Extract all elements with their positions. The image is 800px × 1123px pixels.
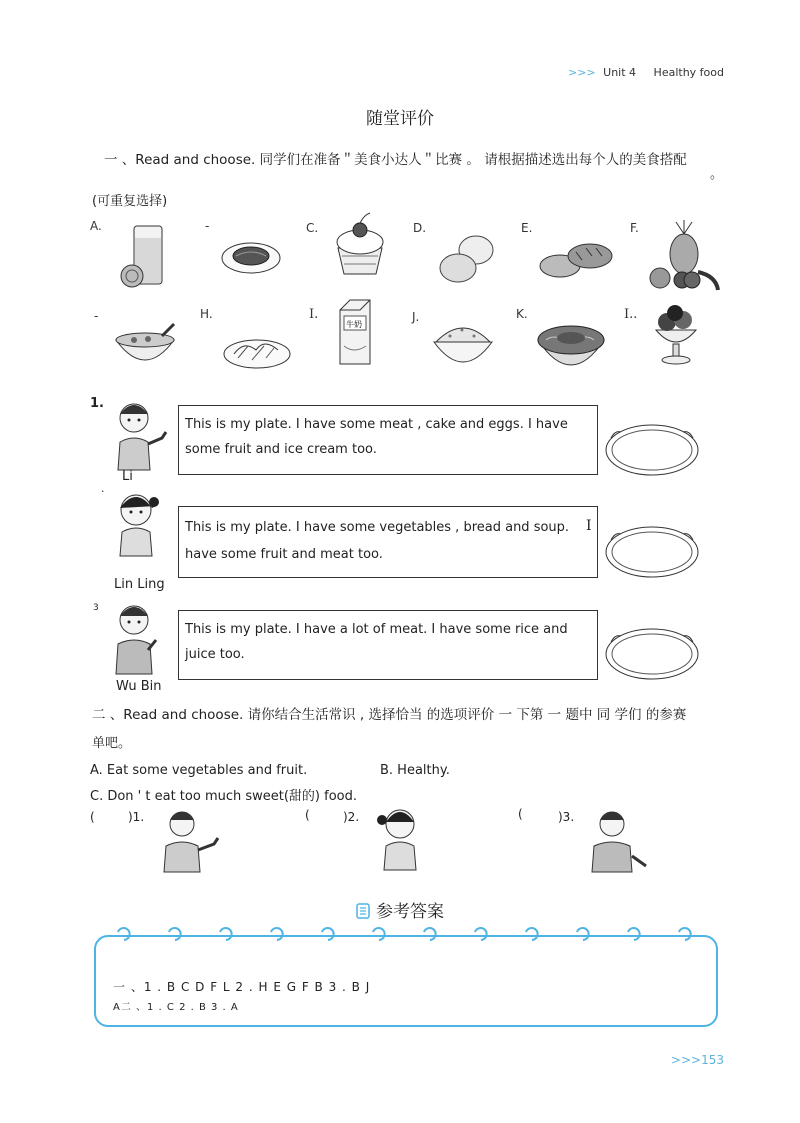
page-title: 随堂评价 [366, 109, 434, 129]
eggs-icon [436, 232, 498, 284]
girl-lin-ling-avatar [110, 490, 170, 560]
section1-instruction: 一 、Read and choose. 同学们在准备＂美食小达人＂比赛 。 请根据描述选出每个人的美食搭配 [104, 152, 687, 168]
vegetables-icon [222, 328, 292, 374]
stray-mark: I [586, 518, 592, 534]
food-label-h: H. [200, 307, 213, 321]
cake-icon [330, 210, 390, 280]
ice-cream-icon [650, 300, 702, 368]
milk-icon [332, 296, 378, 370]
rice-icon [430, 318, 496, 370]
kid-mark-3: 3 [93, 603, 99, 613]
food-label-j: J. [412, 310, 420, 324]
juice-icon [114, 222, 174, 292]
description-li-line2: some fruit and ice cream too. [185, 442, 377, 457]
noodles-icon [534, 318, 608, 376]
milk-label: 牛奶 [346, 320, 362, 329]
description-box-lin-ling [178, 506, 598, 578]
description-lin-ling-line2: have some fruit and meat too. [185, 547, 383, 562]
document-icon [356, 903, 370, 919]
answer-blank-1-close: )1. [128, 810, 145, 824]
option-a: A. Eat some vegetables and fruit. [90, 763, 308, 778]
boy-wu-bin-avatar [110, 600, 170, 676]
answer-blank-3-open: ( [518, 807, 523, 821]
description-wu-bin-line2: juice too. [185, 647, 245, 662]
kid-name-lin-ling: Lin Ling [114, 577, 165, 592]
header-topic: Healthy food [653, 66, 724, 79]
food-label-a: A. [90, 219, 102, 233]
empty-plate-li[interactable] [603, 420, 701, 478]
option-c: C. Don ' t eat too much sweet(甜的) food. [90, 789, 358, 804]
page-number: >>>153 [670, 1053, 724, 1067]
answer-blank-1-open: ( [90, 810, 95, 824]
empty-plate-wu-bin[interactable] [603, 624, 701, 682]
answer-blank-2-close: )2. [343, 810, 360, 824]
food-label-d: D. [413, 221, 427, 235]
description-box-li [178, 405, 598, 475]
section1-note: (可重复选择) [92, 194, 168, 209]
answer-line-1: 一 、1 . B C D F L 2 . H E G F B 3 . B J [113, 980, 371, 994]
binder-rings [110, 920, 710, 946]
empty-plate-lin-ling[interactable] [603, 522, 701, 580]
header-arrows: >>> [568, 66, 596, 79]
section1-dot: 。 [710, 167, 724, 182]
description-li-line1: This is my plate. I have some meat , cake and eggs. I have [185, 417, 568, 432]
food-label-g: - [94, 309, 99, 323]
kid-name-wu-bin: Wu Bin [116, 679, 162, 694]
section2-instruction-cont: 单吧。 [92, 736, 132, 751]
answer-key-title: 参考答案 [376, 902, 444, 922]
food-label-c: C. [306, 221, 319, 235]
option-b: B. Healthy. [380, 763, 450, 778]
question-number: 1. [90, 396, 104, 411]
food-label-e: E. [521, 221, 533, 235]
girl-lin-ling-small-avatar [372, 804, 432, 872]
fruit-icon [646, 220, 722, 296]
answer-line-2: A二 、1 . C 2 . B 3 . A [113, 1002, 239, 1013]
answer-blank-2-open: ( [305, 808, 310, 822]
soup-icon [112, 322, 178, 372]
food-label-k: K. [516, 307, 528, 321]
food-label-i: I. [309, 307, 319, 322]
description-wu-bin-line1: This is my plate. I have a lot of meat. I have some rice and [185, 622, 568, 637]
boy-wu-bin-small-avatar [588, 806, 652, 874]
food-label-l: I.. [624, 307, 638, 322]
answer-key-heading [0, 897, 800, 922]
kid-mark-2: . [101, 482, 105, 495]
header-unit: Unit 4 [603, 66, 637, 79]
food-label-b: - [205, 219, 210, 233]
section2-instruction: 二 、Read and choose. 请你结合生活常识 , 选择恰当 的选项评价 一 下第 一 题中 同 学们 的参赛 [92, 707, 687, 723]
description-lin-ling-line1: This is my plate. I have some vegetables , bread and soup. [185, 520, 570, 535]
boy-li-avatar [110, 398, 170, 474]
running-header [568, 66, 724, 79]
boy-li-small-avatar [158, 806, 224, 874]
description-box-wu-bin [178, 610, 598, 680]
bread-icon [536, 238, 614, 280]
food-label-f: F. [630, 221, 639, 235]
answer-blank-3-close: )3. [558, 810, 575, 824]
kid-name-li: Li [122, 469, 133, 484]
meat-plate-icon [220, 232, 282, 280]
